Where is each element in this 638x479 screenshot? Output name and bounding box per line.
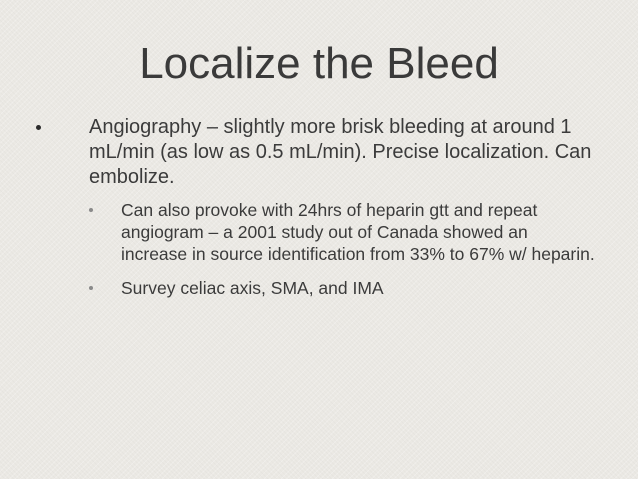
- sub-bullet-text: Can also provoke with 24hrs of heparin gtt and repeat angiogram – a 2001 study out of Canada showed an increase in source identification from 33% to 67% w/ heparin.: [121, 200, 595, 264]
- bullet-text: Angiography – slightly more brisk bleeding at around 1 mL/min (as low as 0.5 mL/min). Precise localization. Can embolize.: [89, 116, 592, 188]
- sub-bullet-icon: [89, 208, 93, 212]
- sub-bullet-item: [36, 199, 596, 265]
- sub-bullet-icon: [89, 286, 93, 290]
- sub-bullet-list: [36, 199, 596, 299]
- bullet-item: [36, 115, 596, 190]
- bullet-icon: [36, 125, 41, 130]
- sub-bullet-item: [36, 277, 596, 299]
- slide-content: [36, 115, 596, 311]
- sub-bullet-text: Survey celiac axis, SMA, and IMA: [121, 278, 384, 298]
- slide-title: Localize the Bleed: [139, 39, 499, 88]
